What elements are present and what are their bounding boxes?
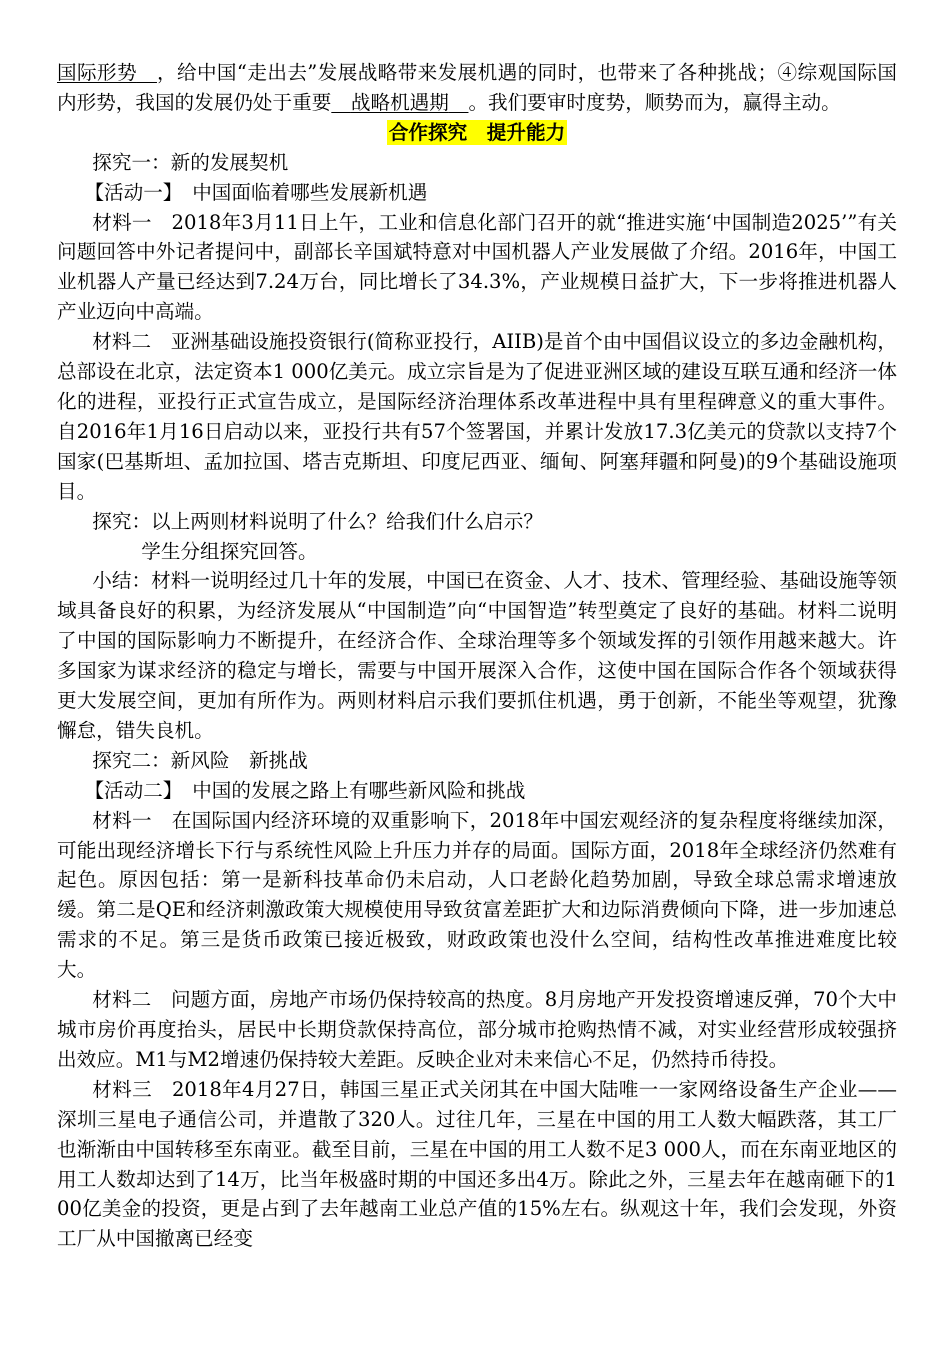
explore1-answer-note: 学生分组探究回答。 [141, 539, 318, 563]
section-title: 合作探究 提升能力 [388, 120, 566, 144]
intro-line2-prefix: ④综观国际国内形势，我国的发展仍处于重要 [57, 61, 898, 114]
explore1-material1: 材料一 2018年3月11日上午，工业和信息化部门召开的就“推进实施‘中国制造2025’”有关问题回答中外记者提问中，副部长辛国斌特意对中国机器人产业发展做了介绍。2016年，中国工业机器人产量已经达到7.24万台，同比增长了34.3%，产业规模日益扩大，下一步将推进机器人产业迈向中高端。 [57, 210, 897, 324]
explore1-summary: 小结：材料一说明经过几十年的发展，中国已在资金、人才、技术、管理经验、基础设施等领域具备良好的积累，为经济发展从“中国制造”向“中国智造”转型奠定了良好的基础。材料二说明了中国的国际影响力不断提升，在经济合作、全球治理等多个领域发挥的引领作用越来越大。许多国家为谋求经济的稳定与增长，需要与中国开展深入合作，这使中国在国际合作各个领域获得更大发展空间，更加有所作为。两则材料启示我们要抓住机遇，勇于创新，不能坐等观望，犹豫懈怠，错失良机。 [57, 569, 897, 742]
intro-paragraph [57, 58, 897, 118]
fill-blank-international-situation: 国际形势 [57, 61, 137, 84]
section-title-row [57, 118, 897, 148]
fill-blank-strategic-opportunity: 战略机遇期 [350, 90, 449, 114]
document-body [57, 58, 897, 1254]
activity2-title: 【活动二】 中国的发展之路上有哪些新风险和挑战 [84, 778, 526, 802]
explore1-material2: 材料二 亚洲基础设施投资银行(简称亚投行，AIIB)是首个由中国倡议设立的多边金融机构，总部设在北京，法定资本1 000亿美元。成立宗旨是为了促进亚洲区域的建设互联互通和经济一体化的进程，亚投行正式宣告成立，是国际经济治理体系改革进程中具有里程碑意义的重大事件。自2016年1月16日启动以来，亚投行共有57个签署国，并累计发放17.3亿美元的贷款以支持7个国家(巴基斯坦、孟加拉国、塔吉克斯坦、印度尼西亚、缅甸、阿塞拜疆和阿曼)的9个基础设施项目。 [57, 330, 897, 503]
activity1-title: 【活动一】 中国面临着哪些发展新机遇 [84, 180, 428, 204]
explore2-heading: 探究二：新风险 新挑战 [92, 748, 308, 772]
explore2-material1: 材料一 在国际国内经济环境的双重影响下，2018年中国宏观经济的复杂程度将继续加深，可能出现经济增长下行与系统性风险上升压力并存的局面。国际方面，2018年全球经济仍然难有起色。原因包括：第一是新科技革命仍未启动，人口老龄化趋势加剧，导致全球总需求增速放缓。第二是QE和经济刺激政策大规模使用导致贫富差距扩大和边际消费倾向下降，进一步加速总需求的不足。第三是货币政策已接近极致，财政政策也没什么空间，结构性改革推进难度比较大。 [57, 808, 897, 982]
explore1-heading: 探究一：新的发展契机 [92, 150, 289, 174]
explore2-material3: 材料三 2018年4月27日，韩国三星正式关闭其在中国大陆唯一一家网络设备生产企业——深圳三星电子通信公司，并遣散了320人。过往几年，三星在中国的用工人数大幅跌落，其工厂也渐渐由中国转移至东南亚。截至目前，三星在中国的用工人数不足3 000人，而在东南亚地区的用工人数却达到了14万，比当年极盛时期的中国还多出4万。除此之外，三星去年在越南砸下的100亿美金的投资，更是占到了去年越南工业总产值的15%左右。纵观这十年，我们会发现，外资工厂从中国撤离已经变 [57, 1077, 897, 1251]
explore2-material2: 材料二 问题方面，房地产市场仍保持较高的热度。8月房地产开发投资增速反弹，70个大中城市房价再度抬头，居民中长期贷款保持高位，部分城市抢购热情不减，对实业经营形成较强挤出效应。M1与M2增速仍保持较大差距。反映企业对未来信心不足，仍然持币待投。 [57, 988, 897, 1071]
explore1-question: 探究：以上两则材料说明了什么？给我们什么启示？ [92, 509, 543, 533]
intro-line1-text: ，给中国“走出去”发展战略带来发展机遇的同时，也带来了各种挑战； [156, 61, 778, 84]
intro-line2-suffix: 。我们要审时度势，顺势而为，赢得主动。 [468, 90, 841, 114]
